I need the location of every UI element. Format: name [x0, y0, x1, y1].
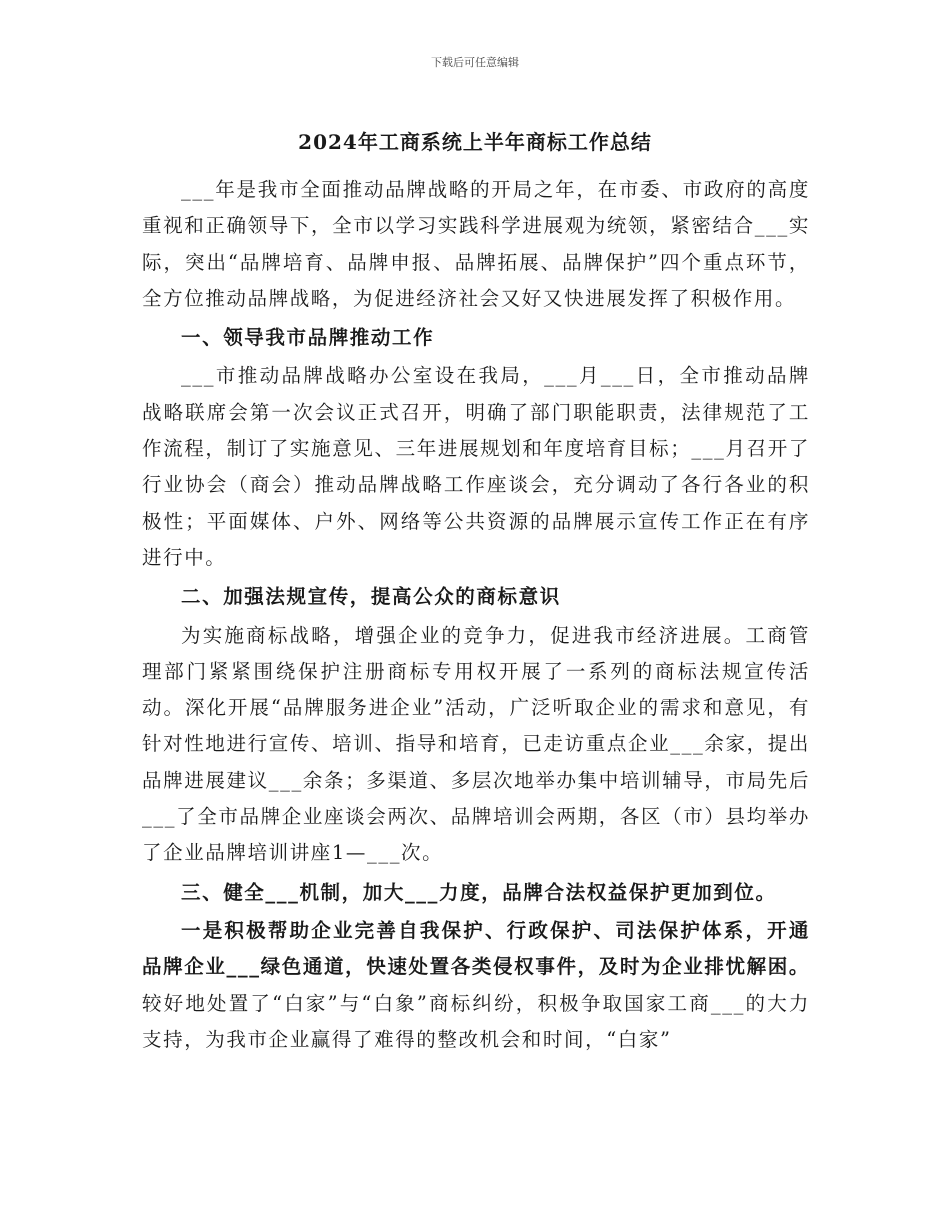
section-3-body-text: 较好地处置了“白家”与“白象”商标纠纷，积极争取国家工商___的大力支持，为我市企业赢得了难得的整改机会和时间，“白家” — [142, 991, 810, 1051]
section-3-heading: 三、健全___机制，加大___力度，品牌合法权益保护更加到位。 — [181, 880, 777, 904]
section-2-heading: 二、加强法规宣传，提高公众的商标意识 — [181, 585, 561, 609]
document-title: 2024年工商系统上半年商标工作总结 — [298, 130, 652, 154]
page-header: 下载后可任意编辑 — [431, 56, 519, 69]
section-2-paragraph: 为实施商标战略，增强企业的竞争力，促进我市经济进展。工商管理部门紧紧围绕保护注册商标专用权开展了一系列的商标法规宣传活动。深化开展“品牌服务进企业”活动，广泛听取企业的需求和意见，有针对性地进行宣传、培训、指导和培育，已走访重点企业___余家，提出品牌进展建议___余条；多渠道、多层次地举办集中培训辅导，市局先后___了全市品牌企业座谈会两次、品牌培训会两期，各区（市）县均举办了企业品牌培训讲座1—___次。 — [142, 623, 810, 865]
section-3-bold-lead: 一是积极帮助企业完善自我保护、行政保护、司法保护体系，开通品牌企业___绿色通道，快速处置各类侵权事件，及时为企业排忧解困。 — [142, 918, 810, 979]
intro-paragraph: ___年是我市全面推动品牌战略的开局之年，在市委、市政府的高度重视和正确领导下，全市以学习实践科学进展观为统领，紧密结合___实际，突出“品牌培育、品牌申报、品牌拓展、品牌保护”四个重点环节，全方位推动品牌战略，为促进经济社会又好又快进展发挥了积极作用。 — [142, 178, 810, 310]
section-3-paragraph — [142, 913, 810, 1058]
section-1-heading: 一、领导我市品牌推动工作 — [181, 326, 435, 350]
document-body — [142, 172, 810, 1061]
section-1-paragraph: ___市推动品牌战略办公室设在我局，___月___日，全市推动品牌战略联席会第一次会议正式召开，明确了部门职能职责，法律规范了工作流程，制订了实施意见、三年进展规划和年度培育目标；___月召开了行业协会（商会）推动品牌战略工作座谈会，充分调动了各行各业的积极性；平面媒体、户外、网络等公共资源的品牌展示宣传工作正在有序进行中。 — [142, 364, 810, 569]
